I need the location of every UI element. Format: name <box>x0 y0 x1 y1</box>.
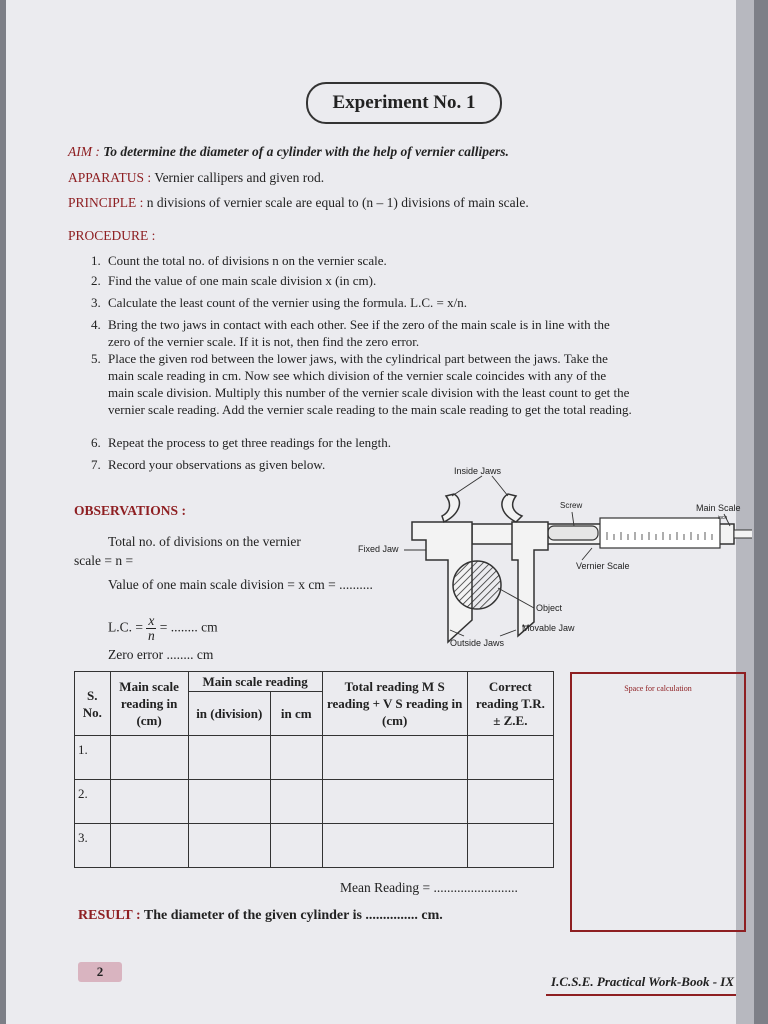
row-serial-number: 1. <box>75 736 111 780</box>
calculation-space-label: Space for calculation <box>624 684 692 693</box>
procedure-step-line: Find the value of one main scale division x (in cm). <box>108 273 377 288</box>
label-movable-jaw: Movable Jaw <box>522 623 575 633</box>
header-total: Total reading M S reading + V S reading in (cm) <box>322 672 467 736</box>
procedure-step <box>91 272 752 289</box>
aim-line <box>68 144 509 160</box>
cylinder-object <box>453 561 501 609</box>
lc-suffix: = ........ cm <box>159 619 218 635</box>
label-vernier-scale: Vernier Scale <box>576 561 630 571</box>
table-cell <box>270 824 322 868</box>
procedure-step-number: 4. <box>91 317 101 332</box>
table-row <box>75 780 554 824</box>
principle-label: PRINCIPLE : <box>68 195 144 210</box>
procedure-step-number: 3. <box>91 295 101 310</box>
procedure-step-line: Bring the two jaws in contact with each other. See if the zero of the main scale is in line with the <box>108 317 610 332</box>
experiment-title: Experiment No. 1 <box>306 82 502 124</box>
header-ms-cm: Main scale reading in (cm) <box>110 672 188 736</box>
apparatus-line <box>68 170 324 186</box>
procedure-step-line: main scale reading in cm. Now see which division of the vernier scale coincides with any of the <box>108 368 607 383</box>
principle-text: n divisions of vernier scale are equal to (n – 1) divisions of main scale. <box>146 195 529 210</box>
movable-inside-jaw <box>502 494 522 522</box>
procedure-step <box>91 316 752 350</box>
vernier-slider <box>600 518 720 548</box>
table-cell <box>467 780 553 824</box>
principle-line <box>68 195 529 211</box>
procedure-step-number: 7. <box>91 457 101 472</box>
result-line <box>78 908 443 924</box>
apparatus-text: Vernier callipers and given rod. <box>154 170 325 185</box>
movable-jaw <box>512 522 548 636</box>
header-correct: Correct reading T.R. ± Z.E. <box>467 672 553 736</box>
procedure-step-line: vernier scale reading. Add the vernier scale reading to the main scale reading to get the total reading. <box>108 402 632 417</box>
total-divisions-line2: scale = n = <box>74 553 134 568</box>
procedure-step-line: Place the given rod between the lower jaws, with the cylindrical part between the jaws. Take the <box>108 351 608 366</box>
result-label: RESULT : <box>78 908 141 923</box>
table-cell <box>270 736 322 780</box>
procedure-step-number: 1. <box>91 253 101 268</box>
header-sno: S. No. <box>75 672 111 736</box>
label-outside-jaws: Outside Jaws <box>450 638 505 648</box>
footer-title: I.C.S.E. Practical Work-Book - IX <box>551 974 734 989</box>
aim-label: AIM : <box>68 144 100 159</box>
header-ms-division: in (division) <box>188 692 270 736</box>
procedure-step-line: zero of the vernier scale. If it is not, then find the zero error. <box>108 334 420 349</box>
procedure-step-number: 6. <box>91 435 101 450</box>
table-cell <box>188 824 270 868</box>
zero-error-line: Zero error ........ cm <box>108 647 214 662</box>
procedure-label: PROCEDURE : <box>68 228 156 243</box>
table-cell <box>188 736 270 780</box>
header-ms-group: Main scale reading <box>188 672 322 692</box>
depth-rod <box>734 530 752 538</box>
table-cell <box>322 780 467 824</box>
lc-fraction <box>146 614 156 643</box>
apparatus-label: APPARATUS : <box>68 170 152 185</box>
label-main-scale: Main Scale <box>696 503 741 513</box>
table-row <box>75 736 554 780</box>
row-serial-number: 2. <box>75 780 111 824</box>
label-fixed-jaw: Fixed Jaw <box>358 544 399 554</box>
procedure-step-line: Repeat the process to get three readings for the length. <box>108 435 392 450</box>
least-count-formula <box>108 614 218 643</box>
table-cell <box>110 736 188 780</box>
table-body <box>75 736 554 868</box>
lc-denominator: n <box>148 628 155 643</box>
observation-table <box>74 671 554 868</box>
label-inch: inch <box>718 515 728 521</box>
page-number: 2 <box>78 962 122 982</box>
vernier-calliper-diagram <box>352 460 752 655</box>
table-cell <box>270 780 322 824</box>
table-row <box>75 824 554 868</box>
calculation-space <box>570 672 746 932</box>
procedure-step-line: main scale division. Multiply this number of the vernier scale division with the least count to get the <box>108 385 630 400</box>
procedure-step <box>91 294 752 311</box>
procedure-step-line: Count the total no. of divisions n on the vernier scale. <box>108 253 387 268</box>
lc-numerator: x <box>148 613 155 628</box>
observations-label: OBSERVATIONS : <box>74 503 186 518</box>
table-cell <box>322 824 467 868</box>
table-cell <box>110 824 188 868</box>
procedure-step-line: Calculate the least count of the vernier using the formula. L.C. = x/n. <box>108 295 467 310</box>
header-ms-in-cm: in cm <box>270 692 322 736</box>
aim-text: To determine the diameter of a cylinder with the help of vernier callipers. <box>103 144 509 159</box>
label-object: Object <box>536 603 563 613</box>
procedure-step <box>91 434 752 451</box>
table-cell <box>322 736 467 780</box>
procedure-step-line: Record your observations as given below. <box>108 457 326 472</box>
table-cell <box>467 736 553 780</box>
mean-reading: Mean Reading = ......................... <box>340 880 518 895</box>
main-scale-value: Value of one main scale division = x cm = .......... <box>108 577 373 592</box>
screw-knob <box>548 526 598 540</box>
row-serial-number: 3. <box>75 824 111 868</box>
footer-rule <box>546 994 736 996</box>
table-cell <box>188 780 270 824</box>
lc-prefix: L.C. = <box>108 619 143 635</box>
fixed-inside-jaw <box>442 494 459 522</box>
table-cell <box>110 780 188 824</box>
procedure-step-number: 5. <box>91 351 101 366</box>
label-screw: Screw <box>560 501 583 510</box>
label-inside-jaws: Inside Jaws <box>454 466 502 476</box>
procedure-step <box>91 252 752 269</box>
procedure-step <box>91 350 752 418</box>
workbook-page <box>6 0 754 1024</box>
total-divisions-line1: Total no. of divisions on the vernier <box>108 534 301 549</box>
procedure-step-number: 2. <box>91 273 101 288</box>
result-text: The diameter of the given cylinder is ............... cm. <box>143 908 443 923</box>
table-cell <box>467 824 553 868</box>
